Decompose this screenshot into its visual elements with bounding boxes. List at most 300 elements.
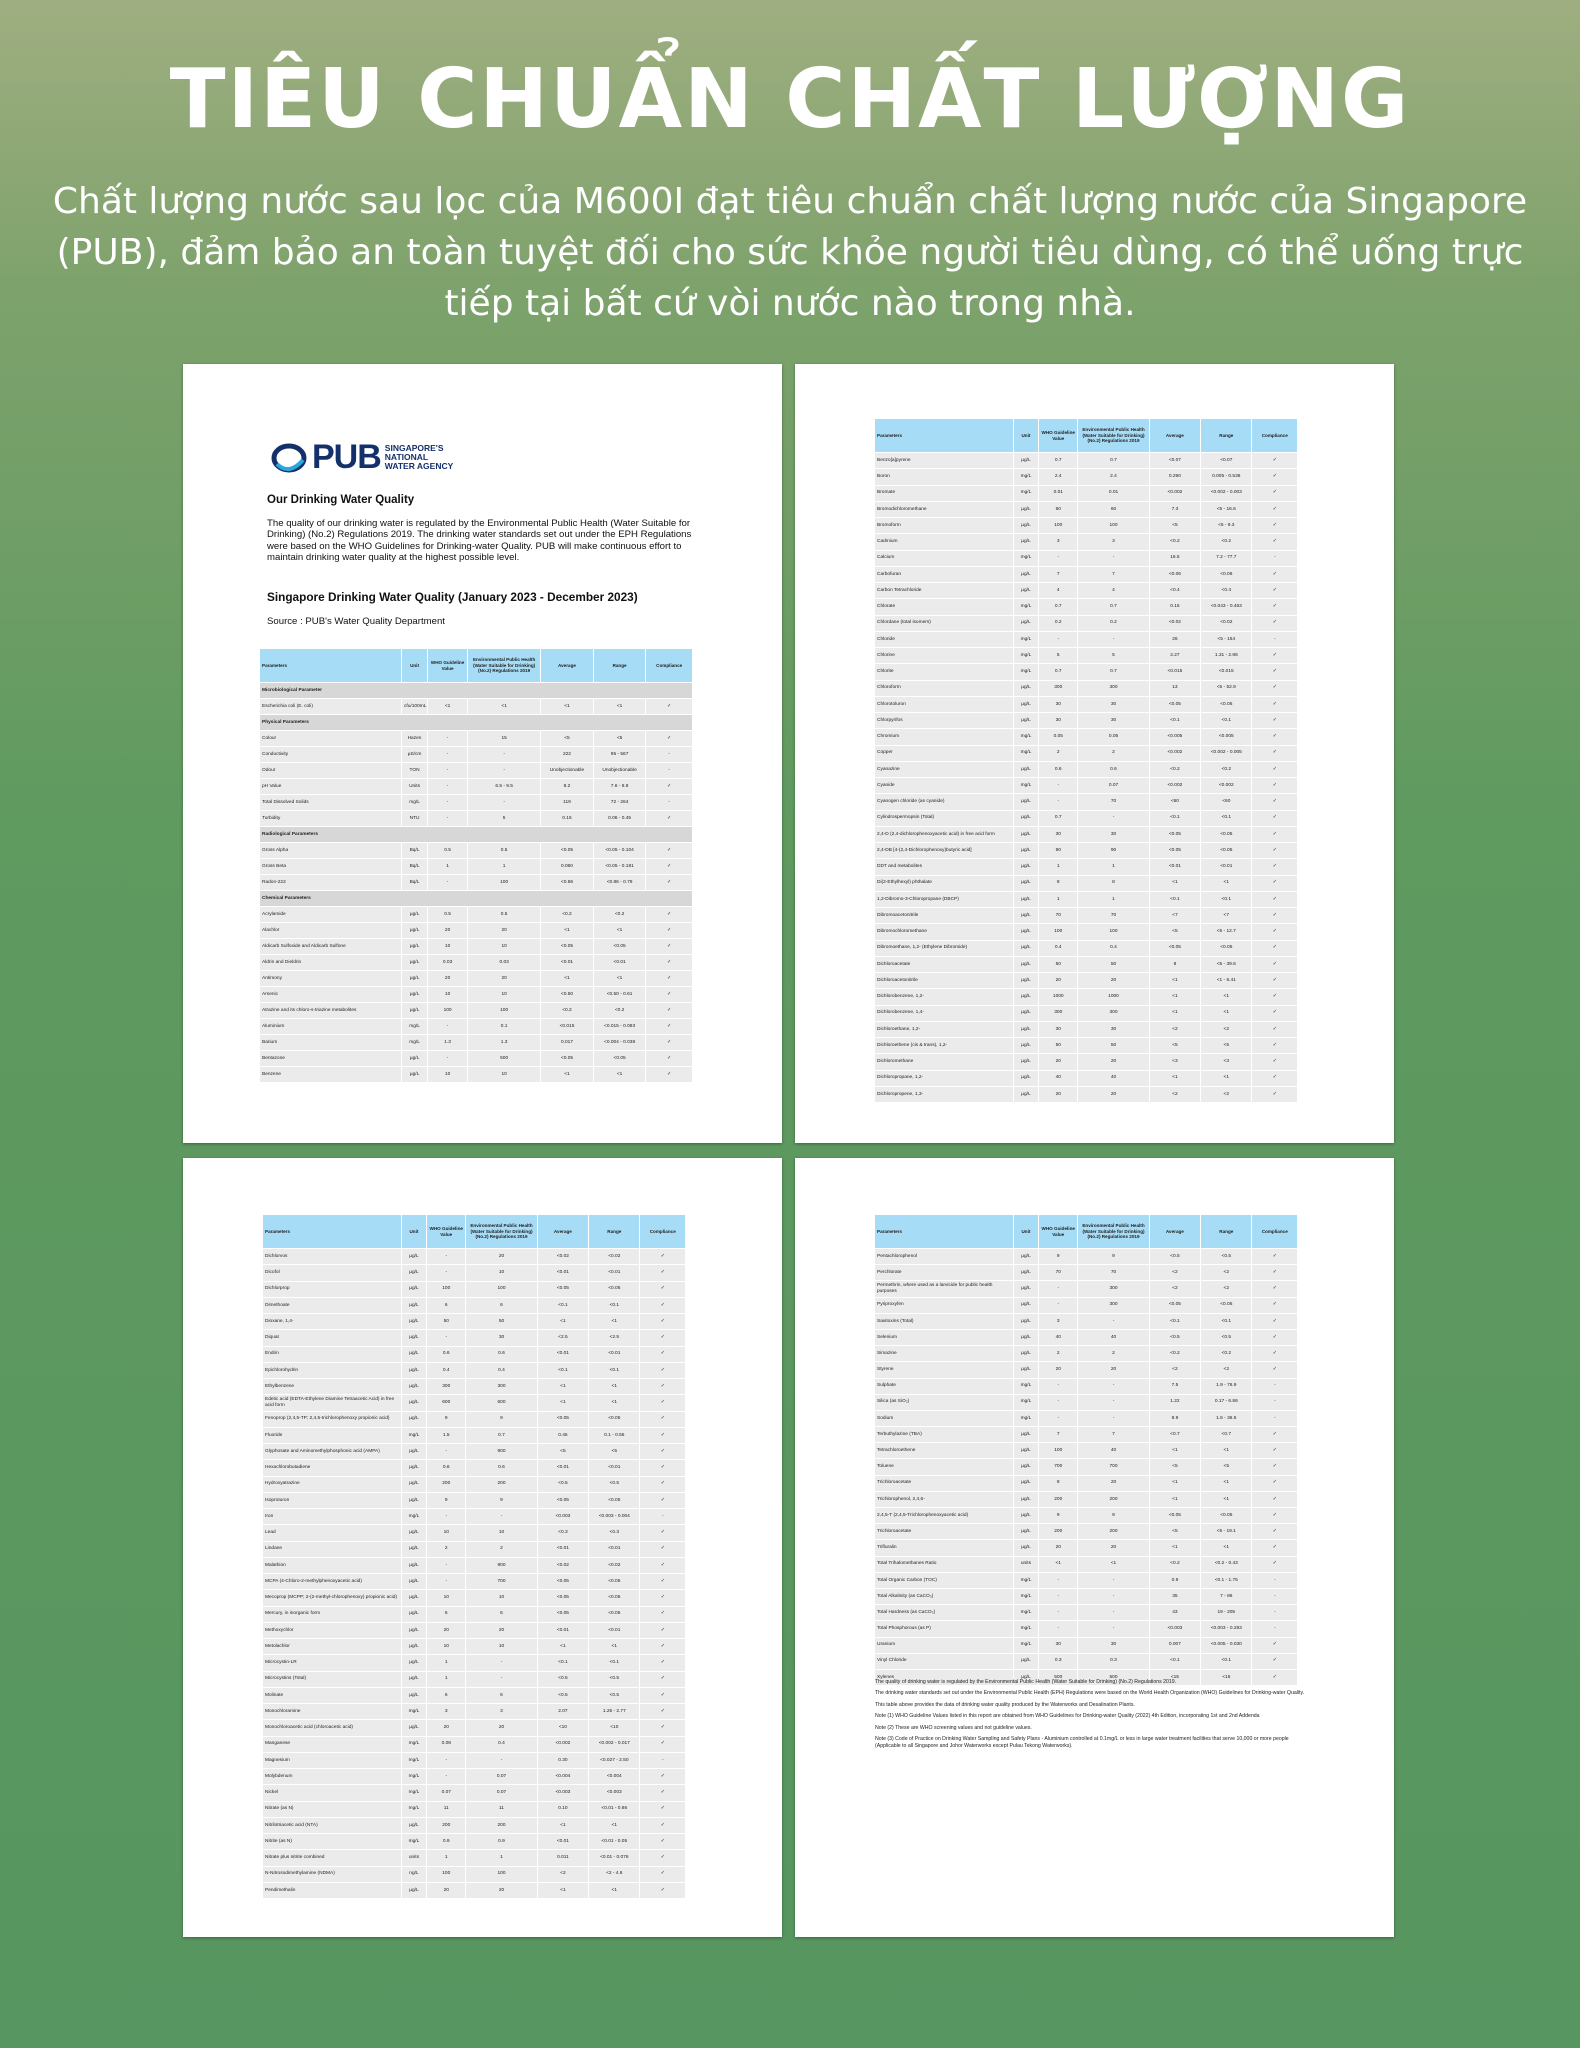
parameter-cell: Pyriproxyfen	[875, 1297, 1014, 1313]
value-cell: 0.6	[466, 1460, 537, 1476]
value-cell: -	[1039, 1378, 1078, 1394]
value-cell: 10	[466, 1525, 537, 1541]
value-cell: ✓	[640, 1622, 686, 1638]
value-cell: 4	[1039, 583, 1078, 599]
value-cell: ✓	[1252, 664, 1298, 680]
value-cell: <0.2	[1201, 534, 1252, 550]
value-cell: <0.2	[1149, 1556, 1200, 1572]
value-cell: <0.50 - 0.61	[593, 987, 646, 1003]
value-cell: <0.2	[1149, 761, 1200, 777]
parameter-cell: Colour	[260, 731, 402, 747]
table-row	[263, 1687, 686, 1703]
value-cell: <5	[1149, 1038, 1200, 1054]
value-cell: ✓	[640, 1574, 686, 1590]
value-cell: 0.01	[1039, 485, 1078, 501]
section-label: Chemical Parameters	[260, 891, 693, 907]
table-row	[875, 745, 1298, 761]
value-cell: ✓	[646, 1003, 693, 1019]
value-cell: <0.07	[1149, 453, 1200, 469]
value-cell: 70	[1078, 794, 1149, 810]
table-row	[263, 1525, 686, 1541]
value-cell: 1.5	[427, 1427, 466, 1443]
value-cell: 1	[1039, 859, 1078, 875]
value-cell: -	[1039, 1572, 1078, 1588]
value-cell: µg/L	[1013, 843, 1038, 859]
value-cell: mg/L	[1013, 1637, 1038, 1653]
value-cell: <0.004 - 0.038	[593, 1035, 646, 1051]
note-line: The drinking water standards set out under the Environmental Public Health (EPH) Regulations were based on the World Health Organization (WHO) Guidelines for Drinking-water Quality.	[875, 1690, 1305, 1697]
value-cell: <0.043 - 0.463	[1201, 599, 1252, 615]
table-row	[263, 1395, 686, 1411]
value-cell: µg/L	[1013, 1054, 1038, 1070]
value-cell: <0.5	[537, 1687, 588, 1703]
value-cell: <5 - 154	[1201, 631, 1252, 647]
value-cell: µg/L	[1013, 696, 1038, 712]
value-cell: 0.16	[541, 811, 594, 827]
value-cell: 119	[541, 795, 594, 811]
table-header-row	[263, 1215, 686, 1249]
parameter-cell: Isoproturon	[263, 1492, 402, 1508]
value-cell: mg/L	[1013, 1410, 1038, 1426]
value-cell: <0.005	[1149, 729, 1200, 745]
value-cell: -	[1078, 1572, 1149, 1588]
value-cell: 3	[466, 1704, 537, 1720]
table-row	[260, 1003, 693, 1019]
value-cell: 8	[1078, 875, 1149, 891]
value-cell: <10	[589, 1720, 640, 1736]
parameter-cell: Mecoprop (MCPP; 2-(2-methyl-chlorophenoxy) propionic acid)	[263, 1590, 402, 1606]
value-cell: 11	[427, 1801, 466, 1817]
value-cell: <5	[1149, 924, 1200, 940]
value-cell: 1	[468, 859, 541, 875]
value-cell: ✓	[646, 1019, 693, 1035]
table-row	[263, 1557, 686, 1573]
parameter-cell: N-Nitrosodimethylamine (NDMA)	[263, 1866, 402, 1882]
parameter-cell: Microcystins (Total)	[263, 1671, 402, 1687]
value-cell: -	[640, 1752, 686, 1768]
value-cell: ✓	[1252, 973, 1298, 989]
value-cell: <1	[1201, 1540, 1252, 1556]
value-cell: ✓	[1252, 1265, 1298, 1281]
value-cell: µg/L	[1013, 1329, 1038, 1345]
value-cell: <0.1	[589, 1297, 640, 1313]
table-row	[875, 1329, 1298, 1345]
parameter-cell: Gross Beta	[260, 859, 402, 875]
table-row	[875, 1540, 1298, 1556]
table-row	[875, 615, 1298, 631]
value-cell: <0.86 - 0.79	[593, 875, 646, 891]
value-cell: -	[427, 1557, 466, 1573]
value-cell: 0.060	[541, 859, 594, 875]
value-cell: µg/L	[402, 971, 428, 987]
value-cell: -	[1252, 1394, 1298, 1410]
value-cell: <5 - 52.9	[1201, 680, 1252, 696]
column-header: Compliance	[1252, 419, 1298, 453]
parameter-cell: Lindane	[263, 1541, 402, 1557]
value-cell: mg/L	[401, 1769, 426, 1785]
value-cell: 90	[1078, 843, 1149, 859]
value-cell: <0.4	[1149, 583, 1200, 599]
value-cell: mg/L	[402, 1019, 428, 1035]
value-cell: -	[428, 763, 468, 779]
pub-logo	[271, 438, 453, 477]
parameter-cell: Glyphosate and Aminomethylphosphonic acid (AMPA)	[263, 1444, 402, 1460]
table-row	[263, 1281, 686, 1297]
value-cell: 20	[466, 1882, 537, 1898]
parameter-cell: Calcium	[875, 550, 1014, 566]
value-cell: <0.86	[541, 875, 594, 891]
value-cell: <1	[1078, 1556, 1149, 1572]
value-cell: 30	[1078, 1021, 1149, 1037]
notes	[875, 1679, 1315, 1755]
value-cell: 600	[427, 1395, 466, 1411]
value-cell: <0.7	[1201, 1427, 1252, 1443]
parameter-cell: Dichloroethane, 1,2-	[875, 1021, 1014, 1037]
value-cell: <2	[537, 1866, 588, 1882]
value-cell: <0.01	[537, 1622, 588, 1638]
value-cell: <0.07	[1201, 453, 1252, 469]
table-row	[263, 1476, 686, 1492]
value-cell: 20	[428, 923, 468, 939]
value-cell: <60	[1149, 794, 1200, 810]
value-cell: <1	[593, 699, 646, 715]
value-cell: <0.05	[541, 939, 594, 955]
value-cell: 0.1 - 0.55	[589, 1427, 640, 1443]
value-cell: 50	[1039, 1038, 1078, 1054]
value-cell: 0.6	[466, 1346, 537, 1362]
parameter-cell: Nitrate (as N)	[263, 1801, 402, 1817]
column-header: Parameters	[875, 419, 1014, 453]
value-cell: <0.05	[589, 1574, 640, 1590]
table-row	[875, 648, 1298, 664]
table-row	[263, 1427, 686, 1443]
value-cell: ✓	[1252, 1329, 1298, 1345]
value-cell: 2	[1078, 1346, 1149, 1362]
value-cell: 0.03	[468, 955, 541, 971]
value-cell: <1	[541, 699, 594, 715]
parameter-cell: Total Trihalomethanes Ratio	[875, 1556, 1014, 1572]
value-cell: 300	[427, 1379, 466, 1395]
value-cell: <0.5	[1201, 1329, 1252, 1345]
table-row	[875, 924, 1298, 940]
parameter-cell: Sodium	[875, 1410, 1014, 1426]
table-row	[875, 1297, 1298, 1313]
parameter-cell: Manganese	[263, 1736, 402, 1752]
value-cell: 10	[428, 1067, 468, 1083]
table-row	[263, 1265, 686, 1281]
value-cell: <0.3	[537, 1525, 588, 1541]
value-cell: ✓	[1252, 469, 1298, 485]
value-cell: <1 - 6.41	[1201, 973, 1252, 989]
value-cell: µg/L	[401, 1817, 426, 1833]
value-cell: ✓	[640, 1590, 686, 1606]
value-cell: <1	[1201, 875, 1252, 891]
value-cell: -	[1078, 1621, 1149, 1637]
value-cell: 222	[541, 747, 594, 763]
value-cell: <0.05	[541, 843, 594, 859]
value-cell: 20	[468, 971, 541, 987]
value-cell: 10	[468, 987, 541, 1003]
section-label: Microbiological Parameter	[260, 683, 693, 699]
value-cell: <0.01	[593, 955, 646, 971]
value-cell: ✓	[1252, 859, 1298, 875]
value-cell: µg/L	[401, 1330, 426, 1346]
logo-line-1: SINGAPORE'S	[384, 443, 444, 453]
value-cell: 5	[468, 811, 541, 827]
value-cell: -	[1039, 778, 1078, 794]
value-cell: <0.2	[593, 1003, 646, 1019]
value-cell: 50	[1078, 956, 1149, 972]
table-row	[875, 956, 1298, 972]
value-cell: <0.06	[1149, 566, 1200, 582]
value-cell: <1	[537, 1882, 588, 1898]
value-cell: 30	[1039, 1637, 1078, 1653]
value-cell: <2	[1201, 1265, 1252, 1281]
value-cell: ✓	[1252, 1038, 1298, 1054]
value-cell: 100	[1039, 1443, 1078, 1459]
value-cell: <1	[541, 1067, 594, 1083]
parameter-cell: Chlorotoluron	[875, 696, 1014, 712]
value-cell: 500	[1078, 1669, 1149, 1685]
value-cell: <1	[1149, 1443, 1200, 1459]
value-cell: ✓	[1252, 891, 1298, 907]
column-header: Unit	[401, 1215, 426, 1249]
value-cell: <15	[1201, 1669, 1252, 1685]
value-cell: 8	[1149, 956, 1200, 972]
value-cell: ✓	[640, 1541, 686, 1557]
value-cell: µg/L	[401, 1557, 426, 1573]
value-cell: 200	[1039, 1491, 1078, 1507]
table-row	[263, 1817, 686, 1833]
value-cell: 7	[1078, 566, 1149, 582]
value-cell: <0.1	[589, 1655, 640, 1671]
parameter-cell: Nickel	[263, 1785, 402, 1801]
value-cell: µg/L	[401, 1314, 426, 1330]
value-cell: <1	[589, 1314, 640, 1330]
value-cell: µg/L	[1013, 453, 1038, 469]
value-cell: -	[1039, 1297, 1078, 1313]
value-cell: µg/L	[401, 1639, 426, 1655]
value-cell: ✓	[646, 923, 693, 939]
value-cell: ✓	[646, 987, 693, 1003]
table-row	[263, 1639, 686, 1655]
value-cell: µg/L	[1013, 940, 1038, 956]
parameter-cell: Terbuthylazine (TBA)	[875, 1427, 1014, 1443]
value-cell: <0.2 - 0.43	[1201, 1556, 1252, 1572]
value-cell: 20	[428, 971, 468, 987]
value-cell: 0.45	[537, 1427, 588, 1443]
table-row	[260, 699, 693, 715]
value-cell: <0.05	[1201, 826, 1252, 842]
value-cell: <1	[537, 1314, 588, 1330]
value-cell: -	[427, 1769, 466, 1785]
value-cell: ✓	[646, 907, 693, 923]
column-header: Average	[541, 649, 594, 683]
value-cell: mg/L	[401, 1801, 426, 1817]
value-cell: µg/L	[1013, 1313, 1038, 1329]
parameter-cell: Bromate	[875, 485, 1014, 501]
value-cell: 1	[1078, 859, 1149, 875]
value-cell: 0.3	[1078, 1653, 1149, 1669]
value-cell: 10	[427, 1639, 466, 1655]
column-header: Compliance	[646, 649, 693, 683]
note-line: Note (2) These are WHO screening values and not guideline values.	[875, 1724, 1032, 1731]
value-cell: µg/L	[401, 1492, 426, 1508]
value-cell: 0.4	[1039, 940, 1078, 956]
value-cell: µg/L	[1013, 908, 1038, 924]
parameter-cell: Cylindrospermopsin (Total)	[875, 810, 1014, 826]
value-cell: 90	[1039, 843, 1078, 859]
table-row	[260, 923, 693, 939]
value-cell: ✓	[1252, 485, 1298, 501]
value-cell: 30	[1078, 1637, 1149, 1653]
table-row	[875, 534, 1298, 550]
table-row	[263, 1297, 686, 1313]
value-cell: <1	[1149, 1070, 1200, 1086]
value-cell: 0.2	[1039, 615, 1078, 631]
value-cell: ✓	[1252, 843, 1298, 859]
value-cell: 0.5	[468, 907, 541, 923]
value-cell: <1	[1149, 989, 1200, 1005]
value-cell: µg/L	[401, 1460, 426, 1476]
parameter-cell: 1,2-Dibromo-3-Chloropropane (DBCP)	[875, 891, 1014, 907]
value-cell: µg/L	[1013, 1362, 1038, 1378]
value-cell: <0.5	[1149, 1249, 1200, 1265]
value-cell: <0.003	[1149, 1621, 1200, 1637]
value-cell: ✓	[646, 779, 693, 795]
value-cell: <0.005 - 0.030	[1201, 1637, 1252, 1653]
table-row	[875, 1556, 1298, 1572]
value-cell: ✓	[1252, 1297, 1298, 1313]
value-cell: µg/L	[402, 923, 428, 939]
value-cell: ✓	[1252, 989, 1298, 1005]
value-cell: 35	[1149, 1588, 1200, 1604]
parameter-cell: 2,4-DB [4-(2,4-Dichlorophenoxy)butyric acid]	[875, 843, 1014, 859]
value-cell: -	[466, 1671, 537, 1687]
value-cell: ✓	[1252, 1346, 1298, 1362]
value-cell: 2	[1039, 1346, 1078, 1362]
value-cell: µg/L	[1013, 859, 1038, 875]
parameter-cell: Xylenes	[875, 1669, 1014, 1685]
parameter-cell: Nitrite (as N)	[263, 1834, 402, 1850]
value-cell: 2	[427, 1541, 466, 1557]
note-line: Note (3) Code of Practice on Drinking Water Sampling and Safety Plans - Aluminium controlled at 0.1mg/L or less in large water treatment facilities that serve 10,000 or more people (Applicable to all Singapore and Johor Waterworks except Pulau Tekong Waterworks).	[875, 1736, 1289, 1750]
value-cell: ✓	[640, 1427, 686, 1443]
value-cell: 3	[1078, 534, 1149, 550]
value-cell: µg/L	[1013, 826, 1038, 842]
value-cell: <1	[537, 1395, 588, 1411]
value-cell: ✓	[1252, 745, 1298, 761]
parameter-cell: Trichlorophenol, 2,4,6-	[875, 1491, 1014, 1507]
parameter-cell: Carbon Tetrachloride	[875, 583, 1014, 599]
table-row	[263, 1411, 686, 1427]
value-cell: <0.01 - 0.05	[589, 1834, 640, 1850]
parameter-cell: Dichloroacetate	[875, 956, 1014, 972]
value-cell: ✓	[1252, 1362, 1298, 1378]
value-cell: <0.05	[1149, 1297, 1200, 1313]
section-row	[260, 827, 693, 843]
value-cell: <1	[1149, 875, 1200, 891]
column-header: Average	[1149, 1215, 1200, 1249]
parameter-cell: Aluminium	[260, 1019, 402, 1035]
value-cell: µg/L	[1013, 680, 1038, 696]
parameter-cell: Cyanazine	[875, 761, 1014, 777]
value-cell: <0.5	[589, 1476, 640, 1492]
value-cell: <5	[589, 1444, 640, 1460]
value-cell: 0.6	[1078, 761, 1149, 777]
value-cell: <0.5	[537, 1671, 588, 1687]
value-cell: -	[428, 811, 468, 827]
table-row	[875, 453, 1298, 469]
parameter-cell: Turbidity	[260, 811, 402, 827]
value-cell: 7 - 86	[1201, 1588, 1252, 1604]
table-row	[875, 1070, 1298, 1086]
table-row	[875, 875, 1298, 891]
value-cell: <0.003 - 0.293	[1201, 1621, 1252, 1637]
value-cell: 0.1	[468, 1019, 541, 1035]
column-header: Environmental Public Health (Water Suitable for Drinking) (No.2) Regulations 2019	[1078, 1215, 1149, 1249]
table-row	[875, 1249, 1298, 1265]
value-cell: µg/L	[401, 1655, 426, 1671]
value-cell: 10	[468, 939, 541, 955]
logo-line-3: WATER AGENCY	[384, 461, 454, 471]
value-cell: mg/L	[401, 1752, 426, 1768]
value-cell: µg/L	[1013, 875, 1038, 891]
value-cell: 900	[466, 1444, 537, 1460]
value-cell: 500	[1039, 1669, 1078, 1685]
value-cell: ✓	[1252, 778, 1298, 794]
value-cell: µg/L	[401, 1249, 426, 1265]
value-cell: mg/L	[401, 1509, 426, 1525]
value-cell: 100	[1039, 518, 1078, 534]
value-cell: 2.4	[1078, 469, 1149, 485]
value-cell: 200	[466, 1476, 537, 1492]
parameter-cell: Total Dissolved Solids	[260, 795, 402, 811]
value-cell: 0.7	[1039, 810, 1078, 826]
value-cell: <0.1 - 1.75	[1201, 1572, 1252, 1588]
value-cell: <0.05	[1149, 826, 1200, 842]
value-cell: -	[427, 1330, 466, 1346]
value-cell: 2.07	[537, 1704, 588, 1720]
table-row	[875, 1086, 1298, 1102]
value-cell: 200	[1078, 1491, 1149, 1507]
value-cell: 0.10	[537, 1801, 588, 1817]
table-row	[263, 1346, 686, 1362]
value-cell: <5 - 16.6	[1201, 501, 1252, 517]
value-cell: µg/L	[401, 1574, 426, 1590]
parameter-cell: Edetic acid (EDTA-Ethylene Diamine Tetraacetic Acid) in free acid form	[263, 1395, 402, 1411]
water-quality-table-3	[262, 1214, 686, 1899]
parameter-cell: Dichlorprop	[263, 1281, 402, 1297]
parameter-cell: Chloride	[875, 631, 1014, 647]
value-cell: <0.002 - 0.017	[589, 1736, 640, 1752]
value-cell: <0.01	[537, 1834, 588, 1850]
value-cell: <1	[1039, 1556, 1078, 1572]
table-row	[263, 1785, 686, 1801]
value-cell: mg/L	[402, 795, 428, 811]
value-cell: 7.5	[1149, 1378, 1200, 1394]
value-cell: µg/L	[1013, 794, 1038, 810]
value-cell: µg/L	[401, 1590, 426, 1606]
parameter-cell: Chlordane (total isomers)	[875, 615, 1014, 631]
column-header: Unit	[1013, 419, 1038, 453]
value-cell: 0.17 - 6.86	[1201, 1394, 1252, 1410]
parameter-cell: Chloroform	[875, 680, 1014, 696]
value-cell: 0.5	[428, 907, 468, 923]
table-row	[260, 971, 693, 987]
value-cell: mg/L	[1013, 1588, 1038, 1604]
parameter-cell: Lead	[263, 1525, 402, 1541]
